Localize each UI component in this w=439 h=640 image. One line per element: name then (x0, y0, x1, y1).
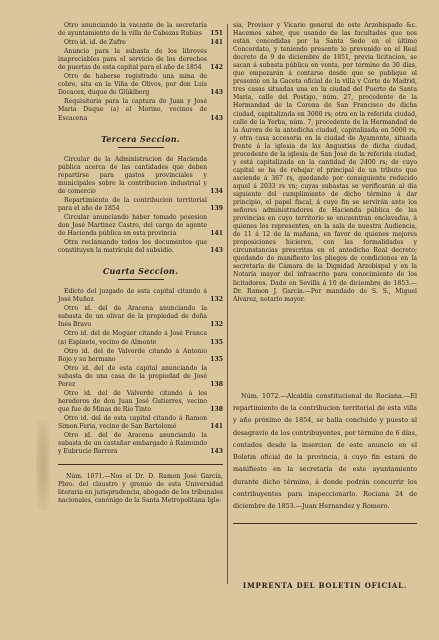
index-entry-page: 143 (210, 247, 223, 255)
notices-rule (58, 464, 223, 465)
index-entry-page: 142 (210, 64, 223, 72)
index-entry-page: 139 (210, 204, 223, 212)
index-entry-text: Otro anunciando la vacante de la secretaría de ayuntamiento de la villa de Cabezas Rubias (58, 22, 207, 38)
index-entry-text: Otro id. del de Aracena anunciando la subasta de un olivar de la propiedad de doña Inés Bravo (58, 305, 207, 329)
index-entry-page: 135 (210, 338, 223, 346)
index-entry (58, 415, 223, 431)
index-entry (58, 348, 223, 364)
index-entry-text: Anuncio para la subasta de los librovés inapreciables para el servicio de los derechos de puertas de esta capital para el año de 1854 (58, 48, 207, 72)
section-four-rule (118, 279, 164, 280)
index-entry (58, 365, 223, 389)
index-entry (58, 390, 223, 414)
index-entry-text: Repartimiento de la contribucion territorial para el año de 1854 (58, 196, 207, 212)
section-three-rule (118, 147, 164, 148)
index-entry (58, 156, 223, 196)
index-entry-text: Circular anunciando haber tomado posesion don José Martinez Castro, del cargo de agente de Hacienda pública en esta provincia (58, 213, 207, 238)
index-entry-text: Otro id. del de Valverde citando á Antonio Rojo y su hermano (58, 347, 207, 363)
index-entry (58, 39, 223, 47)
index-entry-text: Otro de haberse registrado una mina de cobre, sita en la Viña de Olivos, por don Luis Docacex, duque de Glükiberg (58, 73, 207, 97)
left-column (58, 22, 223, 507)
index-entry-page: 143 (210, 114, 223, 122)
index-entry (58, 197, 223, 213)
section-three-title: Tercera Seccion. (101, 133, 180, 144)
index-entry-text: Otra reclamando todos los documentos que constituyen la matrícula del subsidio. (58, 239, 207, 255)
notice-1072: Núm. 1072.—Alcaldía constitucional de Rociana.—El repartimiento de la contribucion territorial de esta villa y año próximo de 1854, se halla concluido y puesto al desagravio de los contribuyentes, por término de 6 días, contados desde la insercion de este anuncio en el Boletin oficial de la provincia, á cuyo fin estará de manifiesto en la secretaría de este ayuntamiento durante dicho término, á donde podrán concurrir los contribuyentes para inspeccionarlo. Rociana 24 de diciembre de 1853.—Juan Hernandez y Romero. (233, 391, 417, 511)
index-entry-page: 141 (210, 422, 223, 430)
index-entry-text: Otro id. del de esta capital anunciando la subasta de una casa de la propiedad de José Perez (58, 364, 207, 388)
index-entry (58, 305, 223, 329)
index-entry-page: 135 (210, 355, 223, 363)
index-entry (58, 239, 223, 255)
index-entry-page: 138 (210, 405, 223, 413)
index-entry-text: Otro id. del de Moguer citando á José Franca (a) Espinete, vecino de Almonte (58, 330, 207, 346)
index-entry-text: Otro id. del de Aracena anunciando la subasta de un castañar embargado á Raimundo y Eubrucio Barrera (58, 432, 207, 456)
column-divider (227, 24, 228, 584)
section-four-title: Cuarta Seccion. (102, 266, 179, 277)
right-column (233, 22, 417, 590)
paper-stain (36, 420, 50, 510)
index-entry (58, 432, 223, 456)
index-entry (58, 330, 223, 346)
index-group-top (58, 22, 223, 123)
index-entry-text: Otro id. del de Valverde citando á los herederos de don Juan José Gutierres, vecino que fue de Minas de Rio Tinto (58, 389, 207, 413)
index-entry-text: Requisitoria para la captura de Juan y José Maria Duque (a) el Morino, vecinos de Escacena (58, 98, 207, 122)
index-entry-text: Edicto del juzgado de esta capital citando á José Muñoz (58, 288, 207, 304)
index-entry (58, 48, 223, 72)
index-entry (58, 214, 223, 238)
index-entry-page: 138 (210, 380, 223, 388)
imprenta-rule (233, 523, 417, 524)
notice-1071: Núm. 1071.—Nos el Dr. D. Ramon José García, Pbro. del claustro y gremio de esta Universidad literaria en jurisprudencia, abogado de los tribunales nacionales, canónigo de la Santa Metropolitana Igle- (58, 473, 223, 505)
notice-1071-continuation: sia, Provisor y Vicario general de este Arzobispado &c. Hacemos saber, que usando de las facultades que nos están concedidas por la Santa Sede en el último Concordato, y teniendo presente lo prevenido en el Real decreto de 9 de diciembre de 1851, previa licitacion, se sacan á subasta pública en venta, por término de 30 días, que empezarán á contarse desde que se publique el presente en la Gaceta oficial de la villa y Corte de Madrid, tres casas situadas una en la ciudad del Puerto de Santa María, calle del Postigo, núm. 27, procedente de la Hermandad de la Corona de San Francisco de dicha ciudad, capitalizada en 3000 rs; otra en la referida ciudad, calle de la Yerba, núm. 7, procedente de la Hermandad de la Aurora de la antedicha ciudad, capitalizada en 5000 rs, y otra casa accesoria en la ciudad de Ayamonte, situada frente á la iglesia de las Angustias de dicha ciudad, procedente de la iglesia de San José de la referida ciudad, y está capitalizada en la cantidad de 2400 rs; de cuyo capital se ha de rebajar el principal de un tributo que asciende á 367 rs, quedando por consiguiente reducido aquel á 2033 rs vn; cuyas subastas se verificarán al día siguiente del cumplimiento de dicho término á dar principio, el papel fiscal, á cuyo fin se servirán ante los señores administradores de Hacienda pública de las provincias en cuyo territorio se encuentran enclavadas, á quienes los representen, en la sala de nuestra Audiencia, de 11 á 12 de la mañana, en favor de quienes mejores proposiciones hicieren, con las formalidades y circunstancias prescritas en el antedicho Real decreto; quedando de manifiesto los pliegos de condiciones en la secretaría de Cámara de la Dignidad Arzobispal y en la Notaría mayor del infrascrito para conocimiento de los licitadores. Dado en Sevilla á 10 de diciembre de 1853.—Dr. Ramon J. García.—Por mandado de S. S., Miguel Alvarez, notario mayor. (233, 22, 417, 303)
index-entry-page: 141 (210, 39, 223, 47)
index-entry (58, 288, 223, 304)
index-entry (58, 73, 223, 97)
index-entry-page: 132 (210, 296, 223, 304)
index-entry (58, 22, 223, 38)
index-entry (58, 98, 223, 122)
index-group-bottom (58, 288, 223, 456)
index-entry-page: 143 (210, 89, 223, 97)
index-group-mid (58, 156, 223, 256)
index-entry-text: Circular de la Administracion de Hacienda pública acerca de las cantidades que deben repartirse para gastos provinciales y municipales sobre la contribucion industrial y de comercio (58, 155, 207, 195)
index-entry-page: 134 (210, 187, 223, 195)
index-entry-text: Otro id. del de esta capital citando á Ramon Simon Feria, vecino de San Bartolomé (58, 414, 207, 430)
index-entry-page: 132 (210, 321, 223, 329)
index-entry-page: 151 (210, 30, 223, 38)
index-entry-text: Otro id. id. de Zufre (64, 39, 126, 47)
index-entry-page: 141 (210, 230, 223, 238)
index-entry-page: 143 (210, 448, 223, 456)
imprenta-footer: IMPRENTA DEL BOLETIN OFICIAL. (242, 580, 408, 590)
